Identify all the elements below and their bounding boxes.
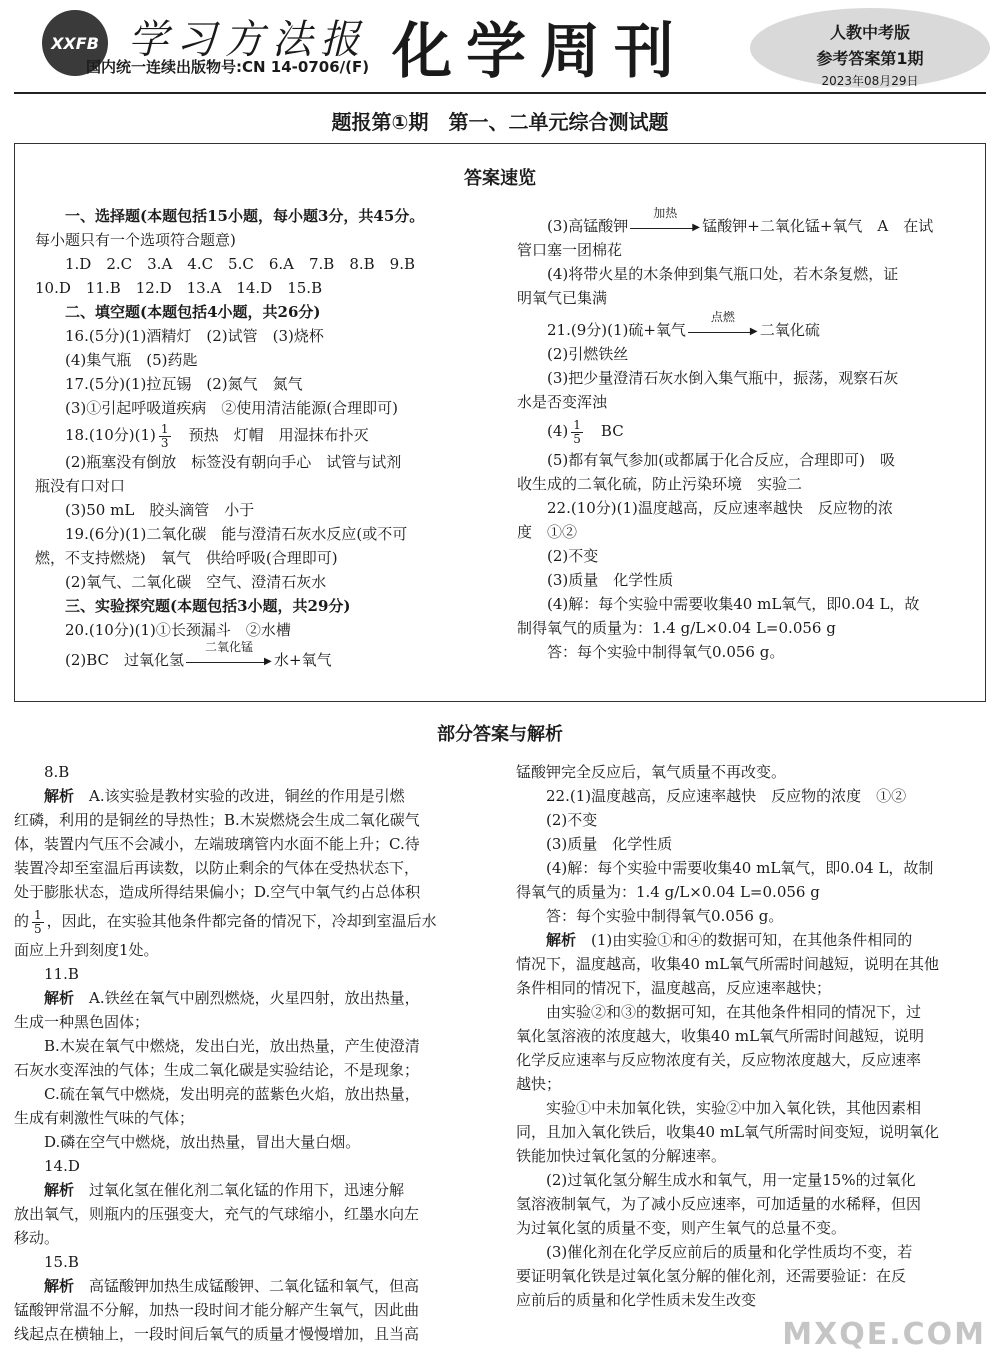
text-span: (1)由实验①和④的数据可知，在其他条件相同的 bbox=[591, 931, 913, 949]
text-span: 高锰酸钾加热生成锰酸钾、二氧化锰和氧气，但高 bbox=[89, 1277, 420, 1295]
reaction-condition: 加热 bbox=[653, 206, 678, 220]
text-line: 22.(10分)(1)温度越高，反应速率越快 反应物的浓 bbox=[547, 499, 893, 517]
text-line: 明氧气已集满 bbox=[517, 289, 608, 307]
text-line: (4)解：每个实验中需要收集40 mL氧气，即0.04 L，故 bbox=[547, 595, 920, 613]
issue-title: 题报第①期 第一、二单元综合测试题 bbox=[331, 110, 669, 134]
text-line: 应前后的质量和化学性质未发生改变 bbox=[516, 1291, 757, 1309]
text-span: (3)高锰酸钾 bbox=[547, 217, 629, 235]
text-line: (3)质量 化学性质 bbox=[546, 835, 673, 853]
text-line: 铁能加快过氧化氢的分解速率。 bbox=[516, 1147, 727, 1165]
text-line: 水是否变浑浊 bbox=[517, 393, 608, 411]
analysis-label: 解析 bbox=[44, 1277, 75, 1295]
text-line: 1.D 2.C 3.A 4.C 5.C 6.A 7.B 8.B 9.B bbox=[65, 255, 415, 273]
text-span: 18.(10分)(1) bbox=[65, 426, 156, 444]
text-span: 过氧化氢在催化剂二氧化锰的作用下，迅速分解 bbox=[89, 1181, 405, 1199]
text-line: C.硫在氧气中燃烧，发出明亮的蓝紫色火焰，放出热量， bbox=[44, 1085, 420, 1103]
answer-left-column bbox=[35, 204, 505, 672]
text-line: 放出氧气，则瓶内的压强变大，充气的气球缩小，红墨水向左 bbox=[14, 1205, 420, 1223]
arrow-line bbox=[186, 662, 266, 663]
reaction-arrow bbox=[186, 640, 272, 671]
text-line: 制得氧气的质量为：1.4 g/L×0.04 L=0.056 g bbox=[517, 619, 836, 637]
text-span: 预热 灯帽 用湿抹布扑灭 bbox=[188, 426, 369, 444]
text-line: 三、实验探究题(本题包括3小题，共29分) bbox=[65, 597, 351, 615]
text-line bbox=[35, 640, 505, 672]
text-line: 度 ①② bbox=[517, 523, 578, 541]
text-line bbox=[516, 928, 986, 952]
reaction-condition: 点燃 bbox=[710, 310, 735, 324]
arrow-line bbox=[688, 332, 752, 333]
text-line: (2)氧气、二氧化碳 空气、澄清石灰水 bbox=[65, 573, 327, 591]
analysis-title: 部分答案与解析 bbox=[437, 724, 563, 745]
text-line: 条件相同的情况下，温度越高，反应速率越快； bbox=[516, 979, 832, 997]
fraction-denominator: 5 bbox=[34, 921, 42, 936]
text-line bbox=[14, 1274, 492, 1298]
analysis-label: 解析 bbox=[44, 787, 75, 805]
text-line: (2)不变 bbox=[546, 811, 598, 829]
edition-badge bbox=[750, 8, 990, 88]
text-line: 锰酸钾常温不分解，加热一段时间才能分解产生氧气，因此曲 bbox=[14, 1301, 420, 1319]
text-line: 20.(10分)(1)①长颈漏斗 ②水槽 bbox=[65, 621, 291, 639]
text-line: 氧化氢溶液的浓度越大，收集40 mL氧气所需时间越短，说明 bbox=[516, 1027, 925, 1045]
issue-date: 2023年08月29日 bbox=[821, 74, 919, 88]
reaction-arrow bbox=[630, 206, 700, 237]
text-span: 二氧化硫 bbox=[759, 321, 820, 339]
arrow-head-icon: ▶ bbox=[749, 326, 758, 337]
text-line: 生成一种黑色固体； bbox=[14, 1013, 150, 1031]
text-line: 线起点在横轴上，一段时间后氧气的质量才慢慢增加，且当高 bbox=[14, 1325, 420, 1343]
text-line: 为过氧化氢的质量不变，则产生氧气的总量不变。 bbox=[516, 1219, 847, 1237]
analysis-label: 解析 bbox=[546, 931, 577, 949]
text-line: (2)瓶塞没有倒放 标签没有朝向手心 试管与试剂 bbox=[65, 453, 402, 471]
text-line: 8.B bbox=[44, 763, 70, 781]
text-span: (2)BC 过氧化氢 bbox=[65, 651, 185, 669]
text-line: B.木炭在氧气中燃烧，发出白光，放出热量，产生使澄清 bbox=[44, 1037, 420, 1055]
text-line: 燃，不支持燃烧) 氧气 供给呼吸(合理即可) bbox=[35, 549, 338, 567]
text-line: D.磷在空气中燃烧，放出热量，冒出大量白烟。 bbox=[44, 1133, 361, 1151]
fraction-one-third bbox=[159, 423, 171, 450]
text-line: 管口塞一团棉花 bbox=[517, 241, 623, 259]
analysis-label: 解析 bbox=[44, 989, 75, 1007]
text-line: (2)过氧化氢分解生成水和氧气，用一定量15%的过氧化 bbox=[546, 1171, 916, 1189]
text-line: (4)集气瓶 (5)药匙 bbox=[65, 351, 198, 369]
watermark: MXQE.COM bbox=[782, 1317, 986, 1352]
text-line: 收生成的二氧化硫，防止污染环境 实验二 bbox=[517, 475, 803, 493]
text-line bbox=[14, 1178, 492, 1202]
text-line: (3)催化剂在化学反应前后的质量和化学性质均不变，若 bbox=[546, 1243, 913, 1261]
text-line: 14.D bbox=[44, 1157, 80, 1175]
text-line: 移动。 bbox=[14, 1229, 60, 1247]
answer-issue: 参考答案第1期 bbox=[816, 49, 924, 68]
fraction-one-fifth bbox=[32, 909, 44, 936]
text-line: 10.D 11.B 12.D 13.A 14.D 15.B bbox=[35, 279, 323, 297]
text-line: (2)引燃铁丝 bbox=[547, 345, 629, 363]
text-line: (4)将带火星的木条伸到集气瓶口处，若木条复燃，证 bbox=[547, 265, 899, 283]
fraction-numerator: 1 bbox=[160, 421, 169, 436]
text-line: 16.(5分)(1)酒精灯 (2)试管 (3)烧杯 bbox=[65, 327, 324, 345]
arrow-head-icon: ▶ bbox=[692, 222, 700, 233]
text-line: 红磷，利用的是铜丝的导热性；B.木炭燃烧会生成二氧化碳气 bbox=[14, 811, 420, 829]
edition-name: 人教中考版 bbox=[829, 23, 910, 42]
fraction-numerator: 1 bbox=[34, 907, 42, 922]
text-line: (3)①引起呼吸道疾病 ②使用清洁能源(合理即可) bbox=[65, 399, 398, 417]
text-line: 化学反应速率与反应物浓度有关，反应物浓度越大，反应速率 bbox=[516, 1051, 922, 1069]
answer-overview-title: 答案速览 bbox=[464, 168, 536, 189]
fraction-denominator: 5 bbox=[573, 431, 581, 446]
section-title: 化学周刊 bbox=[392, 17, 688, 87]
text-line: 装置冷却至室温后再读数，以防止剩余的气体在受热状态下， bbox=[14, 859, 420, 877]
text-span: A.该实验是教材实验的改进，铜丝的作用是引燃 bbox=[89, 787, 405, 805]
text-line: 锰酸钾完全反应后，氧气质量不再改变。 bbox=[516, 763, 787, 781]
text-line: 处于膨胀状态，造成所得结果偏小；D.空气中氧气约占总体积 bbox=[14, 883, 421, 901]
text-line: 答：每个实验中制得氧气0.056 g。 bbox=[547, 643, 785, 661]
reaction-arrow bbox=[688, 310, 758, 341]
text-span: 水+氧气 bbox=[274, 651, 332, 669]
text-span: 21.(9分)(1)硫+氧气 bbox=[547, 321, 686, 339]
text-span: (4) bbox=[547, 422, 569, 440]
text-line bbox=[517, 206, 975, 238]
text-line: (4)解：每个实验中需要收集40 mL氧气，即0.04 L，故制 bbox=[546, 859, 934, 877]
header-divider bbox=[14, 92, 986, 94]
fraction-one-fifth bbox=[571, 419, 583, 446]
text-line: 由实验②和③的数据可知，在其他条件相同的情况下，过 bbox=[546, 1003, 922, 1021]
text-line: 15.B bbox=[44, 1253, 79, 1271]
text-line: 面应上升到刻度1处。 bbox=[14, 941, 159, 959]
fraction-numerator: 1 bbox=[573, 417, 581, 432]
text-line: (5)都有氧气参加(或都属于化合反应，合理即可) 吸 bbox=[547, 451, 895, 469]
text-line: 每小题只有一个选项符合题意) bbox=[35, 231, 236, 249]
analysis-right-column bbox=[516, 760, 986, 1312]
text-line: 17.(5分)(1)拉瓦锡 (2)氮气 氮气 bbox=[65, 375, 303, 393]
text-span: BC bbox=[600, 422, 624, 440]
text-line: 生成有刺激性气味的气体； bbox=[14, 1109, 195, 1127]
text-line: (3)把少量澄清石灰水倒入集气瓶中，振荡，观察石灰 bbox=[547, 369, 899, 387]
fraction-denominator: 3 bbox=[160, 435, 169, 450]
text-span: 锰酸钾+二氧化锰+氧气 A 在试 bbox=[702, 217, 934, 235]
masthead bbox=[0, 0, 1000, 95]
text-span: ，因此，在实验其他条件都完备的情况下，冷却到室温后水 bbox=[46, 912, 437, 930]
arrow-head-icon: ▶ bbox=[264, 656, 272, 667]
text-line: 实验①中未加氧化铁，实验②中加入氧化铁，其他因素相 bbox=[546, 1099, 922, 1117]
text-line: 19.(6分)(1)二氧化碳 能与澄清石灰水反应(或不可 bbox=[65, 525, 408, 543]
analysis-left-column bbox=[14, 760, 492, 1346]
answer-overview-box bbox=[14, 143, 986, 702]
text-line bbox=[35, 420, 505, 450]
text-line: (2)不变 bbox=[547, 547, 599, 565]
text-line bbox=[14, 986, 492, 1010]
newspaper-logo: XXFB bbox=[42, 10, 108, 76]
text-line: 瓶没有口对口 bbox=[35, 477, 126, 495]
answer-right-column bbox=[517, 206, 975, 664]
text-line: 情况下，温度越高，收集40 mL氧气所需时间越短，说明在其他 bbox=[516, 955, 940, 973]
text-line: 体，装置内气压不会减小，左端玻璃管内水面不能上升；C.待 bbox=[14, 835, 420, 853]
text-line: 22.(1)温度越高，反应速率越快 反应物的浓度 ①② bbox=[546, 787, 907, 805]
text-line: (3)50 mL 胶头滴管 小于 bbox=[65, 501, 255, 519]
newspaper-name: 学习方法报 bbox=[128, 17, 368, 63]
analysis-label: 解析 bbox=[44, 1181, 75, 1199]
text-line: 要证明氧化铁是过氧化氢分解的催化剂，还需要验证：在反 bbox=[516, 1267, 907, 1285]
text-line: 11.B bbox=[44, 965, 79, 983]
text-line: 答：每个实验中制得氧气0.056 g。 bbox=[546, 907, 784, 925]
text-line: 得氧气的质量为：1.4 g/L×0.04 L=0.056 g bbox=[516, 883, 820, 901]
arrow-line bbox=[630, 228, 694, 229]
text-line bbox=[517, 414, 975, 448]
text-line: 石灰水变浑浊的气体；生成二氧化碳是实验结论，不是现象； bbox=[14, 1061, 420, 1079]
text-span: A.铁丝在氧气中剧烈燃烧，火星四射，放出热量， bbox=[89, 989, 420, 1007]
text-line: (3)质量 化学性质 bbox=[547, 571, 674, 589]
reaction-condition: 二氧化锰 bbox=[205, 640, 254, 654]
text-line: 同，且加入氧化铁后，收集40 mL氧气所需时间变短，说明氧化 bbox=[516, 1123, 940, 1141]
text-line: 一、选择题(本题包括15小题，每小题3分，共45分。 bbox=[65, 207, 425, 225]
text-line bbox=[14, 904, 492, 938]
text-span: 的 bbox=[14, 912, 30, 930]
text-line: 二、填空题(本题包括4小题，共26分) bbox=[65, 303, 321, 321]
text-line: 越快； bbox=[516, 1075, 562, 1093]
publication-number: 国内统一连续出版物号:CN 14-0706/(F) bbox=[86, 58, 370, 76]
text-line bbox=[14, 784, 492, 808]
text-line bbox=[517, 310, 975, 342]
text-line: 氢溶液制氧气，为了减小反应速率，可加适量的水稀释，但因 bbox=[516, 1195, 922, 1213]
